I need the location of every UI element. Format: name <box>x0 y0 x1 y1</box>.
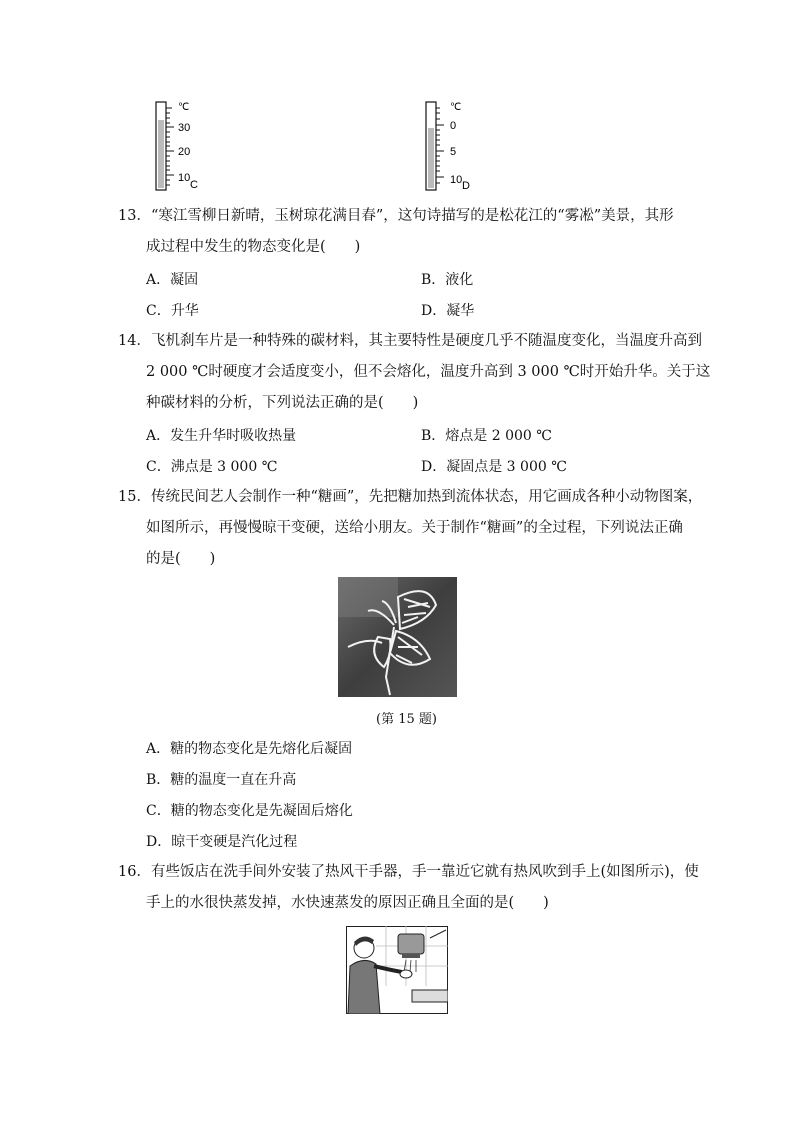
q14-number: 14． <box>118 333 151 349</box>
thermometer-d-figure <box>418 98 488 194</box>
thermometer-c-figure <box>148 98 218 194</box>
q14-line1 <box>118 331 702 351</box>
thermometer-c-unit: ℃ <box>178 102 190 113</box>
q14-option-a[interactable]: A．发生升华时吸收热量 <box>146 428 297 444</box>
thermometer-d-tick-10: 10 <box>450 174 463 186</box>
sugar-painting-photo <box>338 577 457 697</box>
q13-stem-line1: “寒江雪柳日新晴，玉树琼花满目春”，这句诗描写的是松花江的“雾凇”美景，其形 <box>150 208 674 224</box>
q14-stem-line2: 2 000 ℃时硬度才会适度变小，但不会熔化，温度升高到 3 000 ℃时开始升华。关于这 <box>146 364 711 380</box>
q14-option-d[interactable]: D．凝固点是 3 000 ℃ <box>421 459 567 475</box>
thermometer-d-letter: D <box>462 180 470 192</box>
thermometer-c-tick-10: 10 <box>178 172 191 184</box>
q15-number: 15． <box>118 489 151 505</box>
q13-number: 13． <box>118 208 151 224</box>
q15-option-a[interactable]: A．糖的物态变化是先熔化后凝固 <box>146 741 353 757</box>
q16-stem-line1: 有些饭店在洗手间外安装了热风干手器，手一靠近它就有热风吹到手上(如图所示)，使 <box>150 864 699 880</box>
q16-stem-line2: 手上的水很快蒸发掉，水快速蒸发的原因正确且全面的是( ) <box>146 895 549 911</box>
q13-stem-line2: 成过程中发生的物态变化是( ) <box>146 239 361 255</box>
q15-option-d[interactable]: D．晾干变硬是汽化过程 <box>146 834 298 850</box>
q13-option-a[interactable]: A．凝固 <box>146 272 199 288</box>
q15-stem-line2: 如图所示，再慢慢晾干变硬，送给小朋友。关于制作“糖画”的全过程，下列说法正确 <box>146 520 683 536</box>
thermometer-c-letter: C <box>190 179 198 191</box>
q15-stem-line3: 的是( ) <box>146 551 216 567</box>
q14-option-c[interactable]: C．沸点是 3 000 ℃ <box>146 459 278 475</box>
q13-line1 <box>118 206 674 226</box>
q14-option-b[interactable]: B．熔点是 2 000 ℃ <box>421 428 552 444</box>
q16-line1 <box>118 862 699 882</box>
q14-stem-line1: 飞机刹车片是一种特殊的碳材料，其主要特性是硬度几乎不随温度变化，当温度升高到 <box>150 333 702 349</box>
thermometer-c-tick-20: 20 <box>178 146 191 158</box>
q15-stem-line1: 传统民间艺人会制作一种“糖画”，先把糖加热到流体状态，用它画成各种小动物图案， <box>150 489 703 505</box>
q14-stem-line3: 种碳材料的分析，下列说法正确的是( ) <box>146 395 419 411</box>
q13-option-c[interactable]: C．升华 <box>146 303 199 319</box>
q15-option-c[interactable]: C．糖的物态变化是先凝固后熔化 <box>146 803 353 819</box>
q13-option-d[interactable]: D．凝华 <box>421 303 475 319</box>
thermometer-d-tick-0: 0 <box>450 120 457 132</box>
thermometer-d-unit: ℃ <box>450 102 462 113</box>
thermometer-c-tick-30: 30 <box>178 122 191 134</box>
hand-dryer-illustration <box>346 926 448 1014</box>
q15-option-b[interactable]: B．糖的温度一直在升高 <box>146 772 297 788</box>
thermometer-d-tick-5: 5 <box>450 146 457 158</box>
q13-option-b[interactable]: B．液化 <box>421 272 474 288</box>
q15-figure-caption: (第 15 题) <box>376 712 437 727</box>
q15-line1 <box>118 487 702 507</box>
q16-number: 16． <box>118 864 151 880</box>
